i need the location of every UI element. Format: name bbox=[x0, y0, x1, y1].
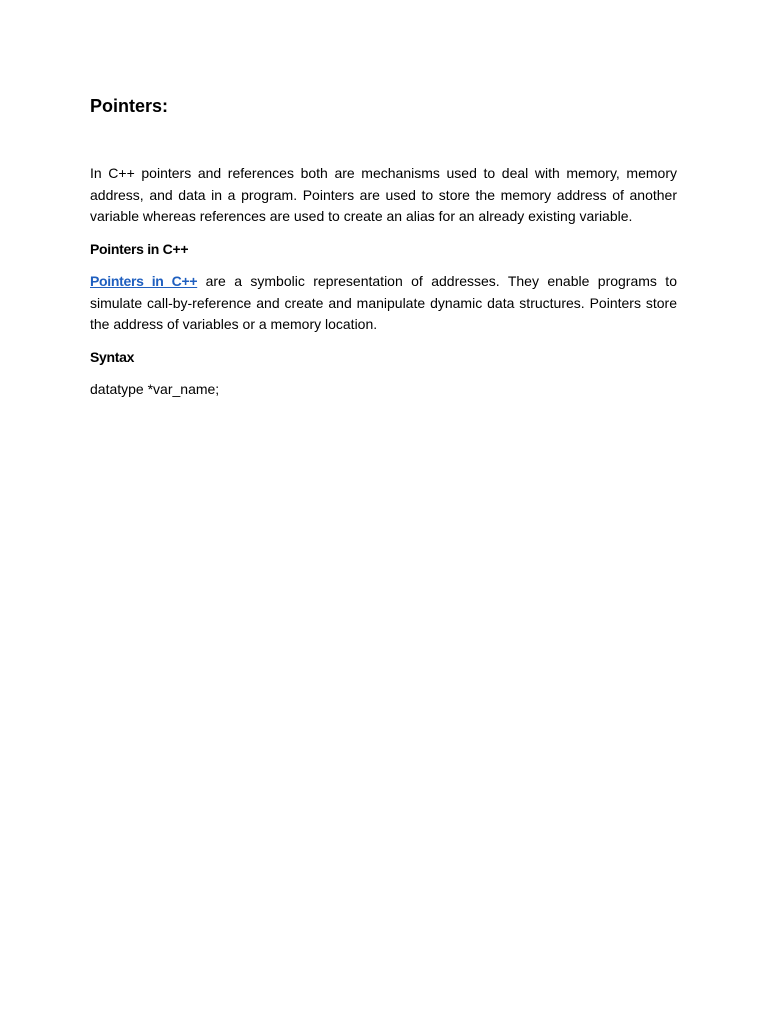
page-title: Pointers: bbox=[90, 96, 169, 116]
section-heading-pointers: Pointers in C++ bbox=[90, 241, 189, 257]
pointers-paragraph-text: are a symbolic representation of addresses. They enable programs to simulate call-by-reference and create and manipulate dynamic data structures. Pointers store the address of variables or a memory location. bbox=[90, 273, 677, 333]
pointers-paragraph bbox=[90, 271, 677, 336]
pointers-in-cpp-link[interactable]: Pointers in C++ bbox=[90, 273, 198, 289]
section-heading-syntax: Syntax bbox=[90, 349, 135, 365]
syntax-code-line: datatype *var_name; bbox=[90, 381, 220, 397]
intro-paragraph: In C++ pointers and references both are mechanisms used to deal with memory, memory address, and data in a program. Pointers are used to store the memory address of another variable whereas references are used to create an alias for an already existing variable. bbox=[90, 165, 677, 225]
